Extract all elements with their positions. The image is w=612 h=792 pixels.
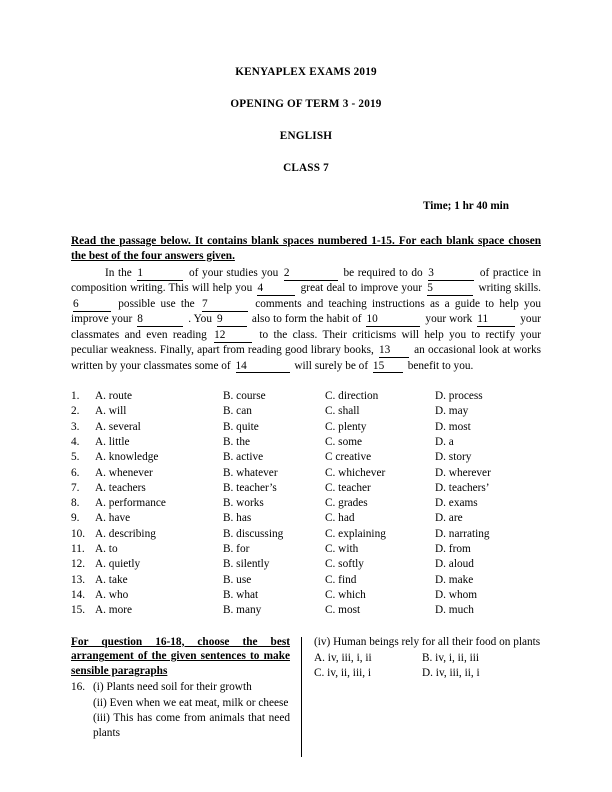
passage-text-2: of your studies you: [189, 266, 279, 279]
question-16: [71, 680, 290, 741]
blank-12[interactable]: 12: [214, 330, 252, 343]
option-c[interactable]: C. direction: [325, 390, 379, 403]
option-a[interactable]: A. have: [95, 512, 131, 525]
blank-11[interactable]: 11: [477, 314, 515, 327]
question-number: 12.: [71, 558, 86, 571]
answer-row: [71, 404, 541, 419]
answer-row: [71, 511, 541, 526]
option-d[interactable]: D. process: [435, 390, 483, 403]
arrangement-option-row: [314, 651, 541, 666]
blank-14[interactable]: 14: [236, 361, 290, 374]
passage-text-6: writing skills.: [478, 282, 542, 295]
option-b[interactable]: B. discussing: [223, 527, 284, 540]
passage-text-4: of practice in composition writing. This will help you: [71, 266, 542, 295]
answer-row: [71, 557, 541, 572]
option-a[interactable]: A. describing: [95, 527, 156, 540]
answer-row: [71, 481, 541, 496]
option-c[interactable]: C. grades: [325, 497, 368, 510]
blank-7[interactable]: 7: [202, 299, 248, 312]
arrangement-right-column: [290, 635, 541, 742]
option-b[interactable]: B. for: [223, 543, 250, 556]
exam-term-line: OPENING OF TERM 3 - 2019: [230, 98, 382, 110]
option-b[interactable]: B. what: [223, 588, 259, 601]
option-b[interactable]: B. many: [223, 604, 262, 617]
blank-8[interactable]: 8: [137, 314, 183, 327]
passage-text-9: . You: [188, 313, 212, 326]
question-number: 15.: [71, 604, 86, 617]
arrangement-left-column: [71, 635, 290, 742]
arrangement-options: [314, 651, 541, 682]
option-c[interactable]: C. softly: [325, 558, 364, 571]
option-b[interactable]: B. use: [223, 573, 252, 586]
arrangement-option-c[interactable]: C. iv, ii, iii, i: [314, 667, 372, 680]
answer-row: [71, 542, 541, 557]
sentence-item-ii: (ii) Even when we eat meat, milk or cheese: [93, 696, 289, 709]
blank-6[interactable]: 6: [73, 299, 111, 312]
option-d[interactable]: D. a: [435, 435, 454, 448]
arrangement-option-b[interactable]: B. iv, i, ii, iii: [422, 651, 480, 664]
option-c[interactable]: C creative: [325, 451, 372, 464]
option-a[interactable]: A. quietly: [95, 558, 141, 571]
option-d[interactable]: D. are: [435, 512, 463, 525]
blank-3[interactable]: 3: [428, 268, 474, 281]
option-a[interactable]: A. to: [95, 543, 118, 556]
passage-text-16: benefit to you.: [407, 359, 474, 372]
question-number: 2.: [71, 405, 80, 418]
option-c[interactable]: C. which: [325, 588, 366, 601]
option-c[interactable]: C. find: [325, 573, 357, 586]
option-c[interactable]: C. whichever: [325, 466, 386, 479]
option-b[interactable]: B. can: [223, 405, 252, 418]
question-number: 5.: [71, 451, 80, 464]
arrangement-option-d[interactable]: D. iv, iii, ii, i: [422, 667, 480, 680]
option-d[interactable]: D. narrating: [435, 527, 490, 540]
arrangement-option-row: [314, 666, 541, 681]
option-b[interactable]: B. active: [223, 451, 264, 464]
blank-13[interactable]: 13: [379, 345, 409, 358]
exam-header: [71, 0, 541, 174]
option-c[interactable]: C. some: [325, 435, 363, 448]
passage-instruction: Read the passage below. It contains blank spaces numbered 1-15. For each blank space chosen the best of the four answers given.: [71, 235, 541, 262]
passage-text-1: In the: [105, 266, 132, 279]
question-number: 14.: [71, 588, 86, 601]
option-c[interactable]: C. shall: [325, 405, 360, 418]
blank-5[interactable]: 5: [427, 283, 473, 296]
option-b[interactable]: B. has: [223, 512, 252, 525]
passage-text-14: an occasional look at works written by your classmates some of: [71, 344, 542, 372]
option-a[interactable]: A. whenever: [95, 466, 153, 479]
option-d[interactable]: D. teachers’: [435, 481, 490, 494]
option-a[interactable]: A. route: [95, 390, 133, 403]
answer-row: [71, 435, 541, 450]
passage-text-8: comments and teaching instructions as a guide to help you improve your: [71, 297, 541, 326]
option-b[interactable]: B. quite: [223, 420, 259, 433]
option-d[interactable]: D. whom: [435, 588, 478, 601]
question-number: 8.: [71, 497, 80, 510]
answer-row: [71, 527, 541, 542]
option-c[interactable]: C. with: [325, 543, 359, 556]
passage-text-12: your classmates and even reading: [71, 313, 541, 341]
option-a[interactable]: A. several: [95, 420, 141, 433]
option-c[interactable]: C. teacher: [325, 481, 371, 494]
option-c[interactable]: C. most: [325, 604, 361, 617]
blank-15[interactable]: 15: [373, 361, 403, 374]
answer-row: [71, 573, 541, 588]
blank-1[interactable]: 1: [137, 268, 183, 281]
exam-class-line: CLASS 7: [283, 162, 329, 174]
option-d[interactable]: D. wherever: [435, 466, 491, 479]
column-divider: [301, 637, 302, 757]
option-a[interactable]: A. will: [95, 405, 127, 418]
option-b[interactable]: B. teacher’s: [223, 481, 277, 494]
exam-duration: Time; 1 hr 40 min: [423, 200, 509, 212]
exam-paper-page: [71, 0, 541, 792]
sentence-item-iii: (iii) This has come from animals that need plants: [93, 711, 290, 740]
option-a[interactable]: A. who: [95, 588, 129, 601]
passage-text-7: possible use the: [118, 297, 195, 310]
arrangement-instruction: For question 16-18, choose the best arrangement of the given sentences to make sensible paragraphs: [71, 635, 290, 678]
option-d[interactable]: D. exams: [435, 497, 478, 510]
passage-text-10: also to form the habit of: [251, 313, 362, 326]
question-number: 10.: [71, 527, 86, 540]
exam-subject-line: ENGLISH: [279, 130, 333, 142]
question-number: 7.: [71, 481, 80, 494]
option-c[interactable]: C. had: [325, 512, 355, 525]
cloze-passage: [71, 266, 541, 374]
option-a[interactable]: A. knowledge: [95, 451, 159, 464]
option-d[interactable]: D. most: [435, 420, 471, 433]
option-d[interactable]: D. may: [435, 405, 469, 418]
question-number: 1.: [71, 390, 80, 403]
sentence-item-iv: (iv) Human beings rely for all their food on plants: [314, 635, 541, 648]
answer-row: [71, 466, 541, 481]
answer-row: [71, 603, 541, 618]
option-a[interactable]: A. take: [95, 573, 128, 586]
option-d[interactable]: D. aloud: [435, 558, 474, 571]
question-number: 16.: [71, 681, 86, 694]
question-number: 6.: [71, 466, 80, 479]
option-d[interactable]: D. from: [435, 543, 471, 556]
option-b[interactable]: B. whatever: [223, 466, 278, 479]
answer-choices-list: [71, 389, 541, 618]
question-number: 11.: [71, 543, 85, 556]
option-c[interactable]: C. plenty: [325, 420, 367, 433]
option-b[interactable]: B. silently: [223, 558, 270, 571]
answer-row: [71, 420, 541, 435]
exam-title-line: KENYAPLEX EXAMS 2019: [235, 66, 377, 78]
option-b[interactable]: B. works: [223, 497, 264, 510]
passage-text-15: will surely be of: [294, 359, 369, 372]
answer-row: [71, 389, 541, 404]
option-d[interactable]: D. make: [435, 573, 474, 586]
blank-10[interactable]: 10: [366, 314, 420, 327]
blank-9[interactable]: 9: [217, 314, 247, 327]
option-a[interactable]: A. teachers: [95, 481, 146, 494]
blank-4[interactable]: 4: [257, 283, 295, 296]
option-a[interactable]: A. more: [95, 604, 133, 617]
passage-text-13: to the class. Their criticisms will help you to rectify your peculiar weakness. Finally, apart from reading good library books,: [71, 328, 541, 357]
question-number: 13.: [71, 573, 86, 586]
option-b[interactable]: B. the: [223, 435, 250, 448]
sentence-item-i: (i) Plants need soil for their growth: [93, 681, 252, 694]
option-a[interactable]: A. little: [95, 435, 130, 448]
question-number: 9.: [71, 512, 80, 525]
option-d[interactable]: D. story: [435, 451, 472, 464]
arrangement-section: [71, 635, 541, 742]
sentence-list: [93, 680, 290, 741]
option-d[interactable]: D. much: [435, 604, 474, 617]
arrangement-option-a[interactable]: A. iv, iii, i, ii: [314, 651, 372, 664]
answer-row: [71, 450, 541, 465]
question-number: 4.: [71, 435, 80, 448]
option-a[interactable]: A. performance: [95, 497, 166, 510]
option-b[interactable]: B. course: [223, 390, 266, 403]
passage-text-5: great deal to improve your: [300, 282, 423, 295]
question-number: 3.: [71, 420, 80, 433]
passage-text-11: your work: [425, 313, 473, 326]
passage-text-3: be required to do: [343, 266, 423, 279]
answer-row: [71, 588, 541, 603]
option-c[interactable]: C. explaining: [325, 527, 386, 540]
answer-row: [71, 496, 541, 511]
blank-2[interactable]: 2: [284, 268, 338, 281]
